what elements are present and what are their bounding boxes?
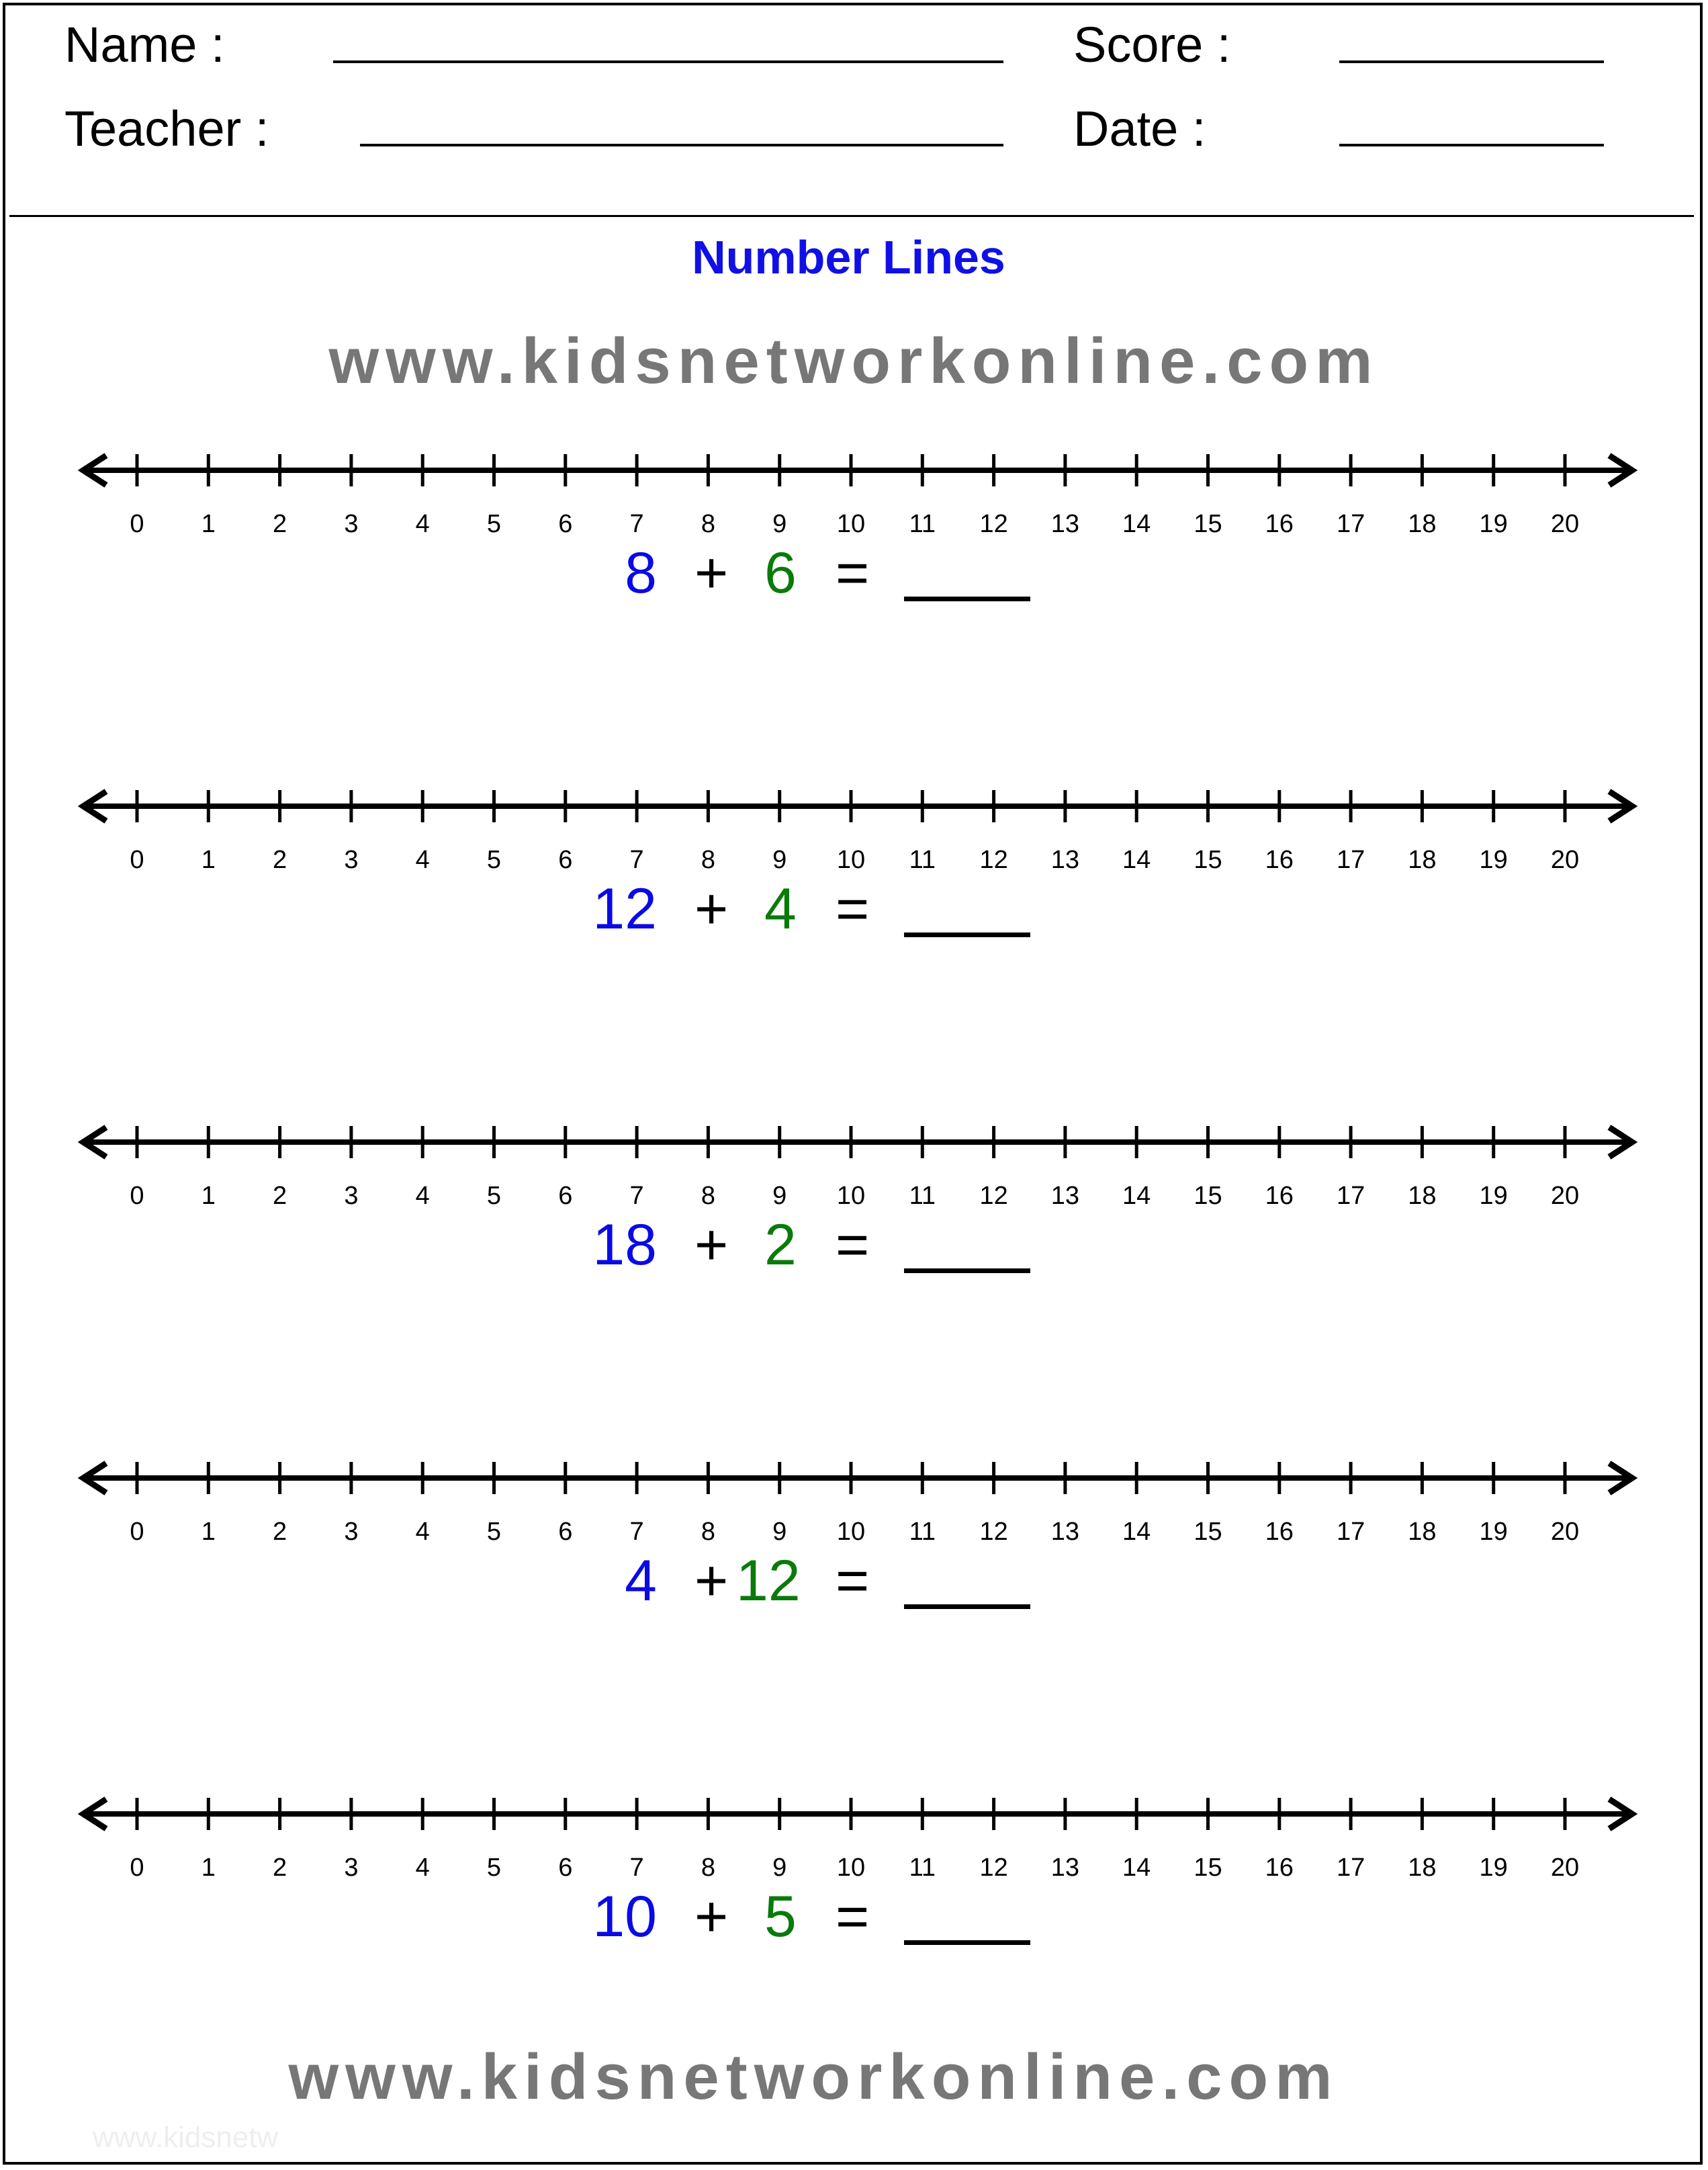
answer-blank[interactable] — [904, 1552, 1030, 1609]
number-line — [0, 443, 1708, 544]
header-divider — [9, 215, 1694, 217]
score-field[interactable] — [1339, 60, 1604, 63]
tick-label: 16 — [1265, 846, 1294, 874]
tick-label: 4 — [415, 510, 430, 538]
equals-sign: = — [836, 541, 870, 605]
number-line-graphic — [0, 1115, 1708, 1216]
answer-blank[interactable] — [904, 1216, 1030, 1273]
tick-label: 18 — [1408, 1854, 1437, 1882]
tick-label: 12 — [979, 1518, 1008, 1546]
number-line-graphic — [0, 1451, 1708, 1552]
plus-sign: + — [694, 1213, 729, 1277]
tick-label: 20 — [1550, 510, 1580, 538]
teacher-label: Teacher : — [64, 101, 269, 157]
tick-label: 7 — [629, 1182, 644, 1210]
tick-label: 1 — [201, 846, 216, 874]
first-addend: 10 — [592, 1884, 657, 1949]
tick-label: 2 — [273, 1182, 287, 1210]
tick-label: 7 — [629, 1518, 644, 1546]
tick-label: 13 — [1050, 510, 1080, 538]
tick-label: 2 — [273, 1854, 287, 1882]
faint-watermark: www.kidsnetw — [93, 2121, 279, 2154]
equals-sign: = — [836, 1213, 870, 1277]
name-label: Name : — [64, 17, 225, 73]
tick-label: 18 — [1408, 846, 1437, 874]
second-addend: 4 — [764, 877, 797, 941]
tick-label: 9 — [772, 1854, 787, 1882]
tick-label: 2 — [273, 846, 287, 874]
first-addend: 8 — [625, 541, 657, 605]
score-label: Score : — [1073, 17, 1231, 73]
number-line-graphic — [0, 779, 1708, 880]
tick-label: 3 — [344, 846, 359, 874]
tick-label: 4 — [415, 1854, 430, 1882]
tick-label: 1 — [201, 510, 216, 538]
tick-label: 16 — [1265, 510, 1294, 538]
tick-label: 19 — [1479, 1854, 1508, 1882]
tick-label: 3 — [344, 1518, 359, 1546]
number-line-graphic — [0, 1787, 1708, 1888]
tick-label: 5 — [486, 1854, 502, 1882]
tick-label: 13 — [1050, 846, 1080, 874]
tick-label: 13 — [1050, 1182, 1080, 1210]
second-addend: 6 — [764, 541, 797, 605]
watermark-bottom: www.kidsnetworkonline.com — [288, 2041, 1339, 2113]
tick-label: 11 — [909, 1182, 936, 1210]
tick-label: 14 — [1122, 1854, 1151, 1882]
number-line-graphic — [0, 443, 1708, 544]
tick-label: 16 — [1265, 1182, 1294, 1210]
tick-label: 7 — [629, 1854, 644, 1882]
tick-label: 5 — [486, 846, 502, 874]
tick-label: 20 — [1550, 846, 1580, 874]
tick-label: 0 — [130, 1182, 144, 1210]
tick-label: 19 — [1479, 1182, 1508, 1210]
tick-label: 17 — [1336, 846, 1365, 874]
tick-label: 14 — [1122, 846, 1151, 874]
plus-sign: + — [694, 541, 729, 605]
tick-label: 3 — [344, 1854, 359, 1882]
equals-sign: = — [836, 877, 870, 941]
tick-label: 8 — [701, 1182, 715, 1210]
tick-label: 3 — [344, 510, 359, 538]
worksheet-title: Number Lines — [692, 231, 1005, 284]
date-label: Date : — [1073, 101, 1206, 157]
tick-label: 20 — [1550, 1854, 1580, 1882]
tick-label: 7 — [629, 510, 644, 538]
tick-label: 10 — [836, 1854, 866, 1882]
tick-label: 6 — [558, 1518, 573, 1546]
tick-label: 8 — [701, 846, 715, 874]
addition-problem — [0, 1213, 1708, 1283]
tick-label: 0 — [130, 1518, 144, 1546]
tick-label: 9 — [772, 846, 787, 874]
tick-label: 11 — [909, 1854, 936, 1882]
answer-blank[interactable] — [904, 1888, 1030, 1945]
watermark-top: www.kidsnetworkonline.com — [328, 325, 1380, 397]
tick-label: 14 — [1122, 1182, 1151, 1210]
second-addend: 12 — [736, 1549, 801, 1613]
tick-label: 15 — [1194, 1854, 1222, 1882]
equals-sign: = — [836, 1884, 870, 1949]
tick-label: 10 — [836, 510, 866, 538]
tick-label: 20 — [1550, 1518, 1580, 1546]
tick-label: 5 — [486, 1518, 502, 1546]
answer-blank[interactable] — [904, 544, 1030, 601]
plus-sign: + — [694, 1884, 729, 1949]
tick-label: 3 — [344, 1182, 359, 1210]
tick-label: 2 — [273, 510, 287, 538]
equals-sign: = — [836, 1549, 870, 1613]
teacher-field[interactable] — [360, 144, 1003, 146]
number-line — [0, 1451, 1708, 1552]
tick-label: 10 — [836, 1182, 866, 1210]
tick-label: 18 — [1408, 1182, 1437, 1210]
tick-label: 4 — [415, 1518, 430, 1546]
tick-label: 12 — [979, 846, 1008, 874]
tick-label: 17 — [1336, 1182, 1365, 1210]
tick-label: 10 — [836, 846, 866, 874]
tick-label: 6 — [558, 510, 573, 538]
tick-label: 13 — [1050, 1854, 1080, 1882]
tick-label: 18 — [1408, 1518, 1437, 1546]
date-field[interactable] — [1339, 144, 1604, 146]
tick-label: 1 — [201, 1518, 216, 1546]
tick-label: 7 — [629, 846, 644, 874]
tick-label: 0 — [130, 846, 144, 874]
second-addend: 5 — [764, 1884, 797, 1949]
tick-label: 6 — [558, 1182, 573, 1210]
tick-label: 18 — [1408, 510, 1437, 538]
tick-label: 12 — [979, 510, 1008, 538]
second-addend: 2 — [764, 1213, 797, 1277]
tick-label: 15 — [1194, 846, 1222, 874]
tick-label: 19 — [1479, 846, 1508, 874]
tick-label: 8 — [701, 1854, 715, 1882]
tick-label: 17 — [1336, 1854, 1365, 1882]
tick-label: 4 — [415, 1182, 430, 1210]
tick-label: 6 — [558, 846, 573, 874]
tick-label: 4 — [415, 846, 430, 874]
tick-label: 2 — [273, 1518, 287, 1546]
tick-label: 16 — [1265, 1854, 1294, 1882]
tick-label: 1 — [201, 1854, 216, 1882]
name-field[interactable] — [333, 60, 1003, 63]
worksheet-title-wrap — [0, 231, 1708, 284]
tick-label: 12 — [979, 1854, 1008, 1882]
tick-label: 14 — [1122, 510, 1151, 538]
tick-label: 9 — [772, 1518, 787, 1546]
first-addend: 12 — [592, 877, 657, 941]
tick-label: 5 — [486, 1182, 502, 1210]
tick-label: 12 — [979, 1182, 1008, 1210]
tick-label: 5 — [486, 510, 502, 538]
tick-label: 1 — [201, 1182, 216, 1210]
tick-label: 9 — [772, 510, 787, 538]
tick-label: 19 — [1479, 1518, 1508, 1546]
tick-label: 11 — [909, 510, 936, 538]
tick-label: 13 — [1050, 1518, 1080, 1546]
number-line — [0, 1787, 1708, 1888]
tick-label: 17 — [1336, 1518, 1365, 1546]
plus-sign: + — [694, 1549, 729, 1613]
tick-label: 15 — [1194, 1518, 1222, 1546]
first-addend: 4 — [625, 1549, 657, 1613]
addition-problem — [0, 541, 1708, 611]
tick-label: 9 — [772, 1182, 787, 1210]
tick-label: 15 — [1194, 1182, 1222, 1210]
tick-label: 19 — [1479, 510, 1508, 538]
plus-sign: + — [694, 877, 729, 941]
tick-label: 0 — [130, 510, 144, 538]
addition-problem — [0, 1549, 1708, 1619]
tick-label: 20 — [1550, 1182, 1580, 1210]
addition-problem — [0, 1884, 1708, 1955]
tick-label: 11 — [909, 1518, 936, 1546]
addition-problem — [0, 877, 1708, 947]
first-addend: 18 — [592, 1213, 657, 1277]
tick-label: 11 — [909, 846, 936, 874]
tick-label: 15 — [1194, 510, 1222, 538]
tick-label: 14 — [1122, 1518, 1151, 1546]
tick-label: 8 — [701, 1518, 715, 1546]
number-line — [0, 779, 1708, 880]
tick-label: 16 — [1265, 1518, 1294, 1546]
answer-blank[interactable] — [904, 880, 1030, 937]
tick-label: 8 — [701, 510, 715, 538]
number-line — [0, 1115, 1708, 1216]
tick-label: 17 — [1336, 510, 1365, 538]
tick-label: 6 — [558, 1854, 573, 1882]
tick-label: 10 — [836, 1518, 866, 1546]
tick-label: 0 — [130, 1854, 144, 1882]
